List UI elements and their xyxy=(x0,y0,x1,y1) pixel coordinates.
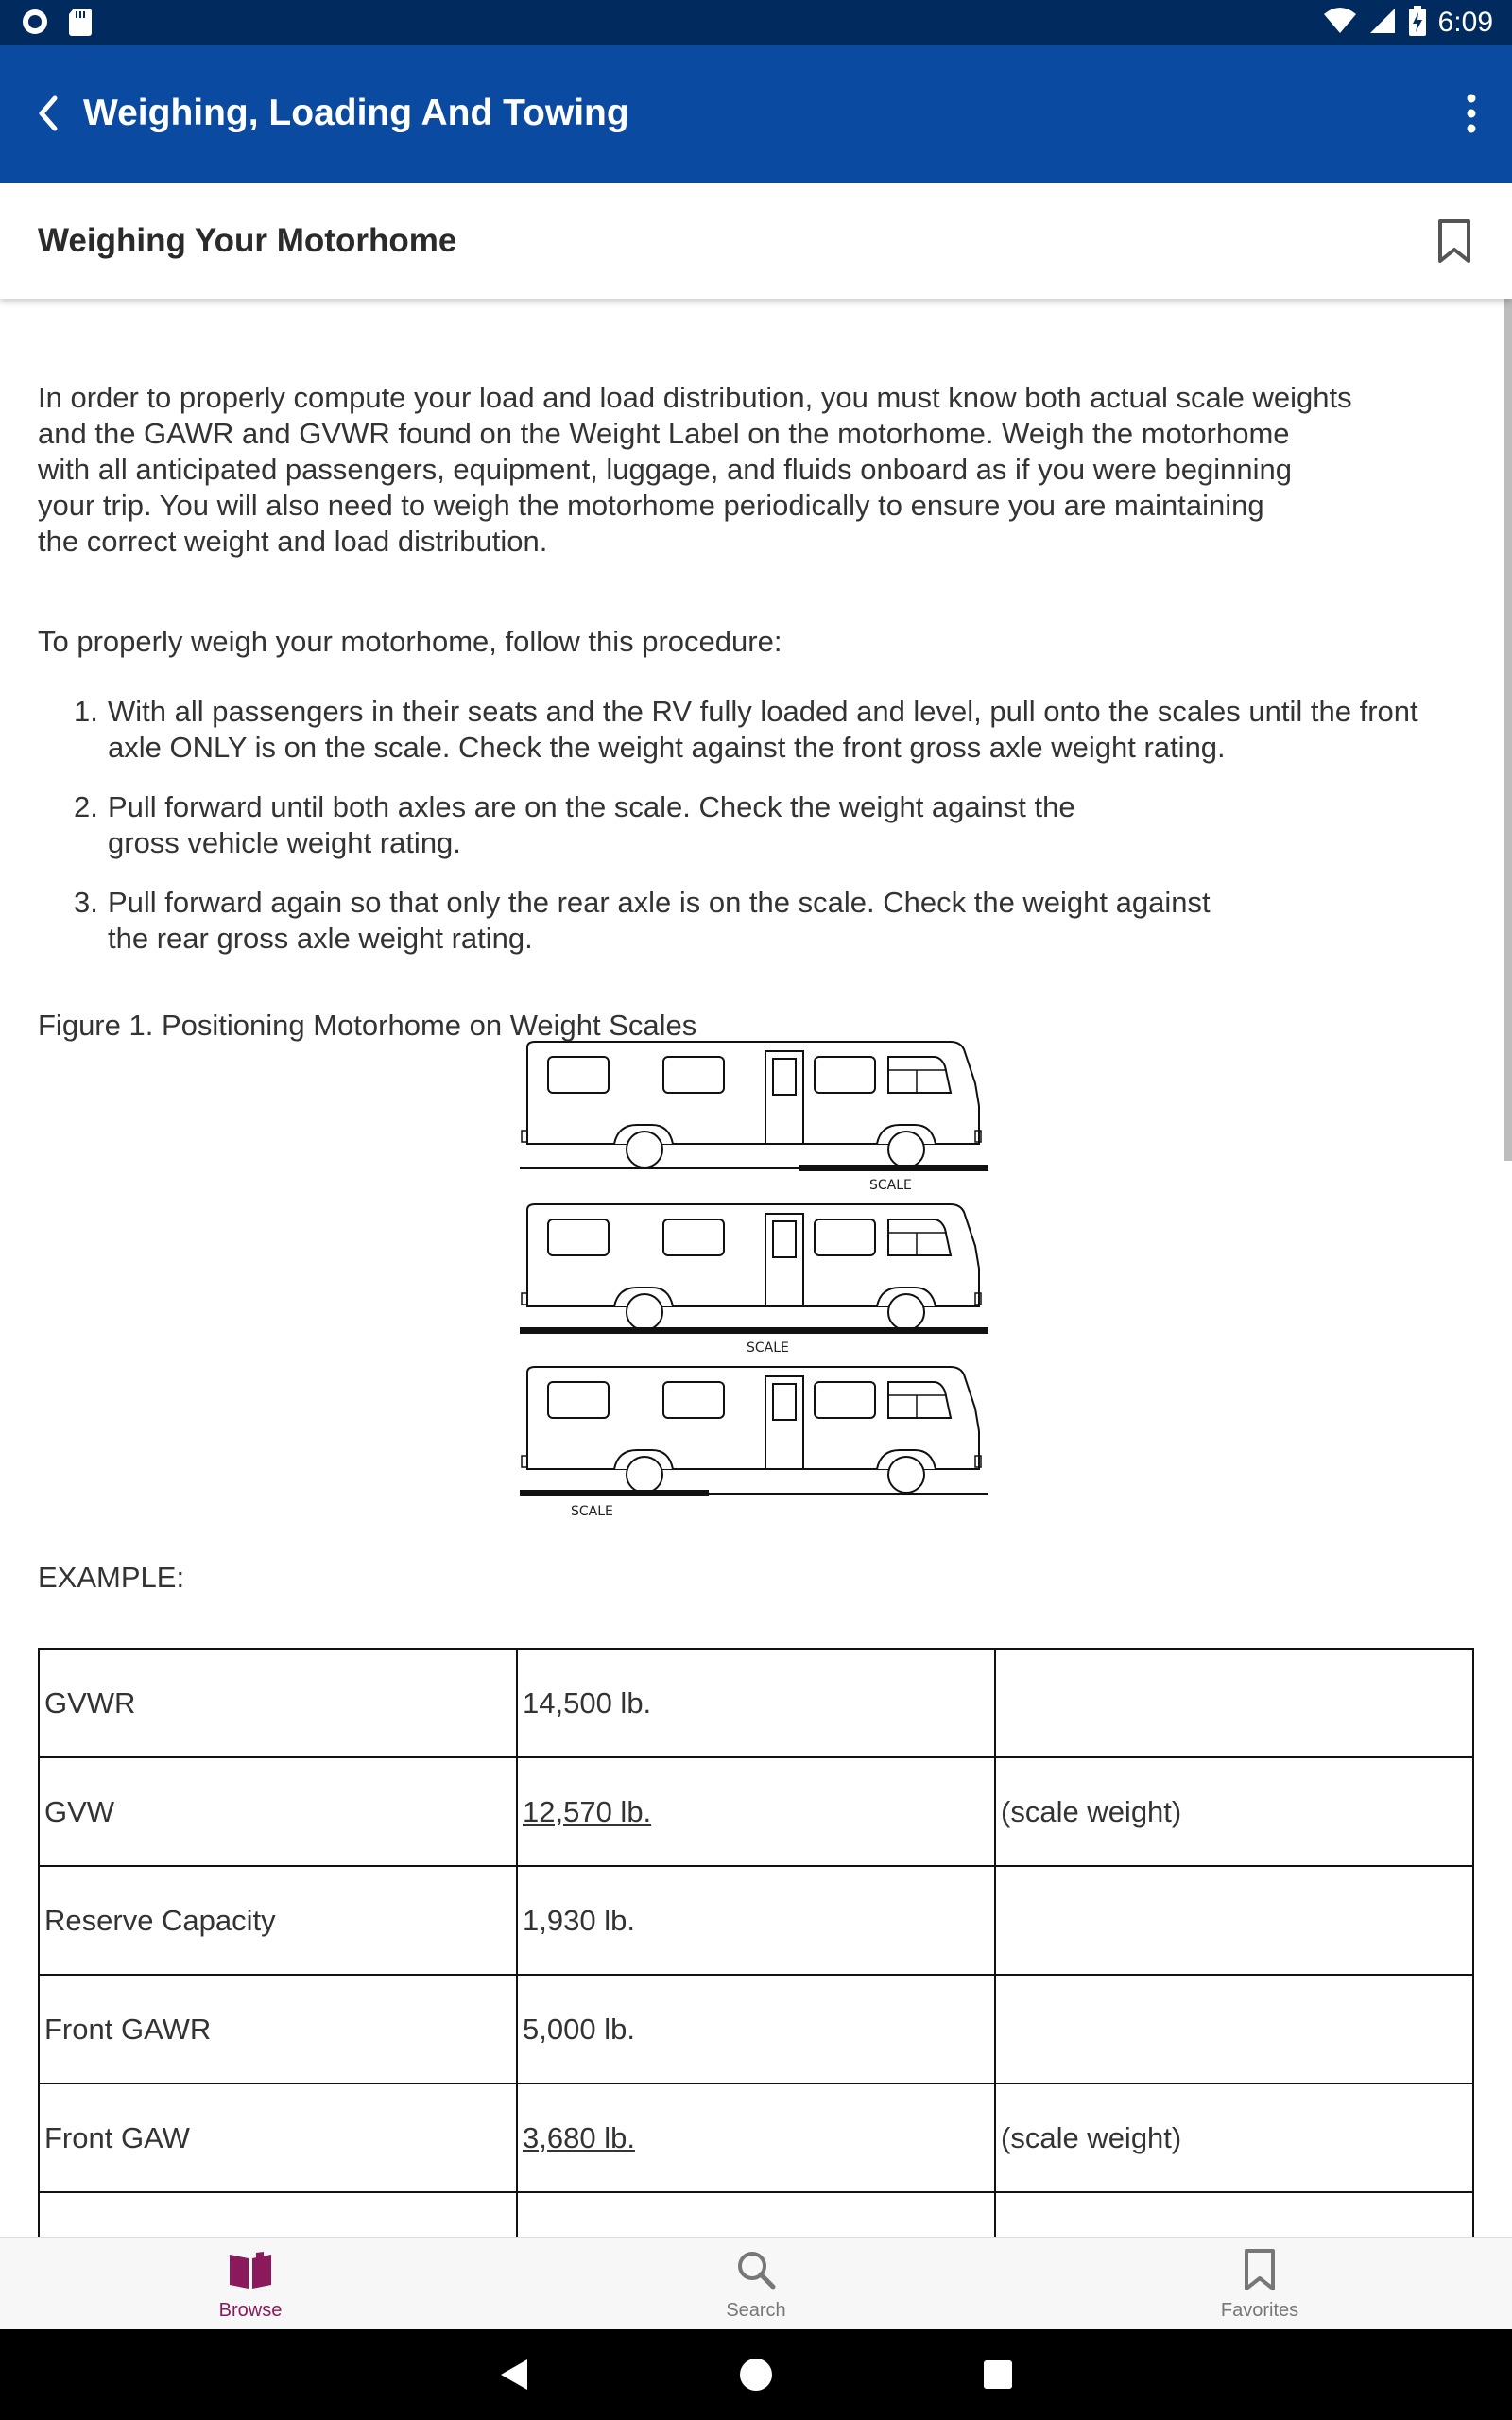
step-text: Pull forward again so that only the rear axle is on the scale. Check the weight against the rear gross axle weight rating. xyxy=(108,886,1211,955)
nav-favorites[interactable] xyxy=(1165,2238,1354,2330)
table-row xyxy=(39,2083,1473,2192)
table-cell: (scale weight) xyxy=(995,1757,1473,1866)
table-row xyxy=(39,1649,1473,1757)
scale-label: SCALE xyxy=(571,1504,613,1519)
weight-table xyxy=(38,1648,1474,2237)
sd-card-icon xyxy=(68,8,93,41)
step-text: With all passengers in their seats and the RV fully loaded and level, pull onto the scales until the front axle ONLY is on the scale. Check the weight against the front gross axle weight rating. xyxy=(108,695,1418,764)
status-time: 6:09 xyxy=(1437,7,1493,38)
step-number: 1. xyxy=(74,695,98,728)
content-area[interactable] xyxy=(0,299,1512,2237)
nav-browse[interactable] xyxy=(156,2238,345,2330)
step-number: 3. xyxy=(74,886,98,919)
procedure-intro: To properly weigh your motorhome, follow this procedure: xyxy=(38,625,782,658)
table-row xyxy=(39,2192,1473,2237)
table-cell: 5,000 lb. xyxy=(517,1975,995,2083)
table-row xyxy=(39,1866,1473,1975)
home-circle-icon[interactable] xyxy=(739,2358,773,2396)
search-icon xyxy=(733,2247,779,2292)
table-cell xyxy=(39,2192,517,2237)
section-header xyxy=(0,183,1512,299)
back-triangle-icon[interactable] xyxy=(497,2358,531,2396)
wifi-icon xyxy=(1323,7,1357,40)
table-cell: 12,570 lb. xyxy=(517,1757,995,1866)
table-cell xyxy=(995,2192,1473,2237)
bookmark-icon[interactable] xyxy=(1431,216,1478,267)
figure-caption: Figure 1. Positioning Motorhome on Weight Scales xyxy=(38,1009,697,1042)
table-row xyxy=(39,1757,1473,1866)
table-cell: 3,680 lb. xyxy=(517,2083,995,2192)
example-label: EXAMPLE: xyxy=(38,1561,185,1594)
app-bar xyxy=(0,45,1512,183)
battery-charging-icon xyxy=(1408,6,1427,41)
step-number: 2. xyxy=(74,790,98,823)
table-cell: (scale weight) xyxy=(995,2083,1473,2192)
table-cell: 14,500 lb. xyxy=(517,1649,995,1757)
book-icon xyxy=(228,2247,273,2292)
nav-label: Browse xyxy=(218,2300,283,2321)
scale-label: SCALE xyxy=(747,1340,789,1356)
page-title: Weighing, Loading And Towing xyxy=(83,93,629,133)
table-cell xyxy=(995,1866,1473,1975)
table-cell xyxy=(995,1649,1473,1757)
scale-label: SCALE xyxy=(869,1178,912,1193)
bottom-navigation xyxy=(0,2237,1512,2330)
table-cell: Reserve Capacity xyxy=(39,1866,517,1975)
table-row xyxy=(39,1975,1473,2083)
intro-paragraph: In order to properly compute your load and load distribution, you must know both actual scale weights and the GAWR and GVWR found on the Weight Label on the motorhome. Weigh the motorhome with all anticipated passengers, equipment, luggage, and fluids onboard as if you were beginning your trip. You will also need to weigh the motorhome periodically to ensure you are maintaining the correct weight and load distribution. xyxy=(38,381,1352,558)
cell-signal-icon xyxy=(1368,7,1397,40)
recents-square-icon[interactable] xyxy=(983,2360,1013,2394)
motorhome-drawing xyxy=(520,1042,988,1193)
table-cell: Front GAWR xyxy=(39,1975,517,2083)
table-cell: Front GAW xyxy=(39,2083,517,2192)
table-cell: 1,930 lb. xyxy=(517,1866,995,1975)
table-cell: GVW xyxy=(39,1757,517,1866)
step-text: Pull forward until both axles are on the scale. Check the weight against the gross vehicle weight rating. xyxy=(108,790,1075,859)
system-navigation-bar xyxy=(0,2329,1512,2420)
table-cell: GVWR xyxy=(39,1649,517,1757)
motorhome-drawing xyxy=(520,1204,988,1356)
motorhome-scales-figure xyxy=(520,1038,992,1530)
nav-label: Favorites xyxy=(1220,2300,1299,2321)
status-bar xyxy=(0,0,1512,45)
table-cell xyxy=(995,1975,1473,2083)
nav-search[interactable] xyxy=(662,2238,850,2330)
scrollbar[interactable] xyxy=(1504,299,1512,1161)
back-arrow-icon[interactable] xyxy=(26,85,83,142)
table-cell xyxy=(517,2192,995,2237)
overflow-menu-icon[interactable] xyxy=(1436,85,1493,142)
section-title: Weighing Your Motorhome xyxy=(38,222,457,259)
nav-label: Search xyxy=(726,2300,786,2321)
motorhome-drawing xyxy=(520,1367,988,1519)
bookmark-icon xyxy=(1237,2247,1282,2292)
circle-notification-icon xyxy=(21,8,49,41)
